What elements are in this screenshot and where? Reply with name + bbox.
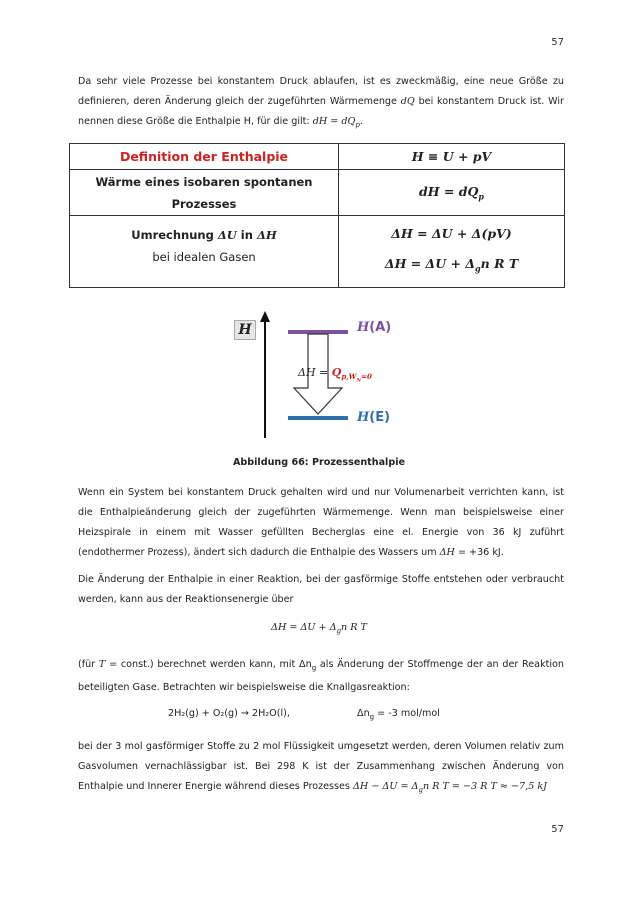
table-row2-label: Wärme eines isobaren spontanen Prozesses [70,170,339,216]
centered-equation: $\Delta H = \Delta U + \Delta_gn$ R T [271,622,367,635]
table-row3-formula: ΔH = ΔU + Δ(pV) $\Delta H = \Delta U + \Delta_gn$ R T [339,216,565,288]
paragraph-5: bei der 3 mol gasförmiger Stoffe zu 2 mol Flüssigkeit umgesetzt werden, deren Volumen relativ zum Gasvolumen vernachlässigbar ist. Bei 298 K ist der Zusammenhang zwischen Änderung von Enthalpie und Innerer Energie während dieses Prozesses $\Delta H - \Delta U = \Delta_gn$ R T = −3 R T ≈ −7,5 kJ [78,741,564,794]
upper-level-label: H(A) [357,320,392,335]
enthalpy-diagram [230,310,430,440]
lower-level-label: H(E) [357,410,391,425]
page-number-top: 57 [551,37,564,48]
reaction-delta: $\Delta n_g = -3$ mol/mol [357,708,440,721]
enthalpy-definition-table [69,143,565,288]
figure-caption: Abbildung 66: Prozessenthalpie [232,457,406,468]
table-row1-label: Definition der Enthalpie [70,144,339,170]
axis-label-H: H [234,320,256,340]
axis-arrowhead [260,311,270,322]
paragraph-2: Wenn ein System bei konstantem Druck gehalten wird und nur Volumenarbeit verrichten kann, ist die Enthalpieänderung gleich der zugeführten Wärmemenge. Wenn man beispielsweise einer Heizspirale in einem mit Wasser gefüllten Becherglas eine el. Energie von 36 kJ zuführt (endothermer Prozess), ändert sich dadurch die Enthalpie des Wassers um ΔH = +36 kJ. [78,487,564,558]
delta-h-label: $\Delta H = Q_{p,W_N=0}$ [298,366,372,384]
table-row1-formula: H ≡ U + pV [339,144,565,170]
page-number-bottom: 57 [551,824,564,835]
reaction-equation: 2H₂(g) + O₂(g) → 2H₂O(l), [168,708,290,719]
paragraph-4: (für T = const.) berechnet werden kann, mit $\Delta n_g$ als Änderung der Stoffmenge der an der Reaktion beteiligten Gase. Betrachten wir beispielsweise die Knallgasreaktion: [78,659,564,693]
table-row3-label: Umrechnung ΔU in ΔH bei idealen Gasen [70,216,339,288]
paragraph-3: Die Änderung der Enthalpie in einer Reaktion, bei der gasförmige Stoffe entstehen oder verbraucht werden, kann aus der Reaktionsenergie über [78,574,564,605]
intro-paragraph: Da sehr viele Prozesse bei konstantem Druck ablaufen, ist es zweckmäßig, eine neue Größe zu definieren, deren Änderung gleich der zugeführten Wärmemenge dQ bei konstantem Druck ist. Wir nennen diese Größe die Enthalpie H, für die gilt: dH = $dQ_p$. [78,76,564,129]
table-row2-formula: dH = $dQ_p$ [339,170,565,216]
